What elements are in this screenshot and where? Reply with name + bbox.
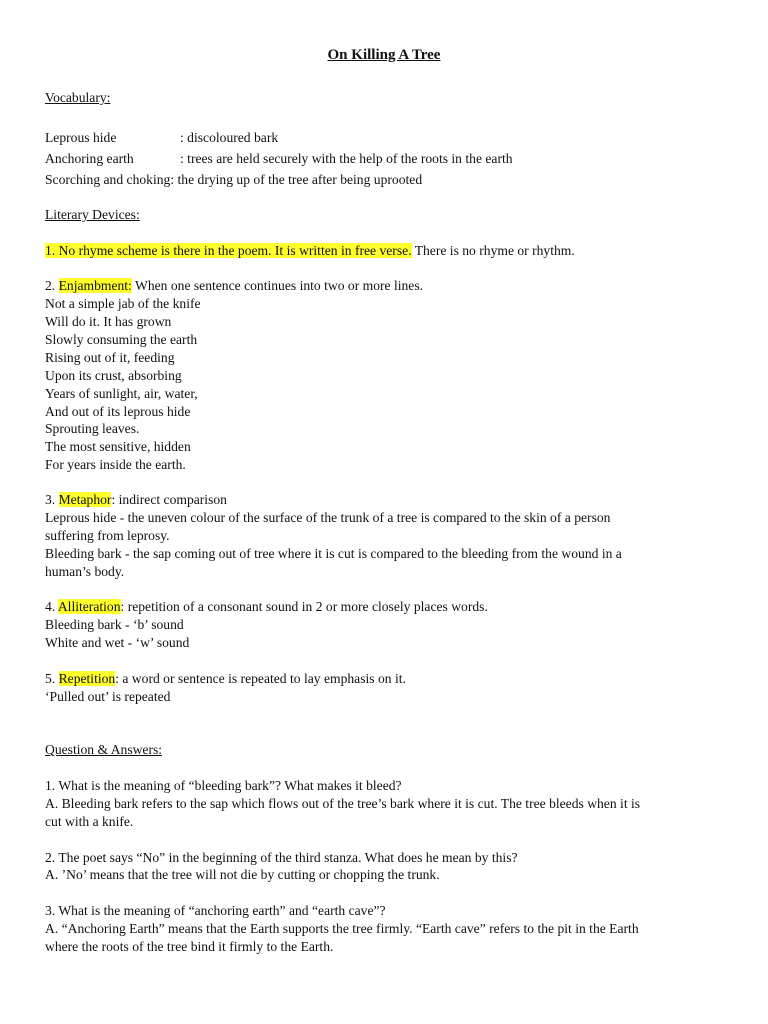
vocab-item [45, 150, 645, 168]
poem-line: Years of sunlight, air, water, [45, 386, 198, 401]
question-3: 3. What is the meaning of “anchoring earth” and “earth cave”? [45, 903, 386, 918]
poem-line: Not a simple jab of the knife [45, 296, 201, 311]
literary-devices-heading: Literary Devices: [45, 207, 140, 222]
alliteration-line: White and wet - ‘w’ sound [45, 635, 190, 650]
poem-line: Will do it. It has grown [45, 314, 172, 329]
alliteration-line: Bleeding bark - ‘b’ sound [45, 617, 184, 632]
question-1: 1. What is the meaning of “bleeding bark”? What makes it bleed? [45, 778, 402, 793]
device-5-text: : a word or sentence is repeated to lay emphasis on it. [115, 671, 406, 686]
device-2-text: When one sentence continues into two or more lines. [131, 278, 424, 293]
vocab-definition: : trees are held securely with the help of the roots in the earth [180, 151, 513, 166]
device-4-text: : repetition of a consonant sound in 2 or more closely places words. [120, 599, 488, 614]
device-5-label: Repetition [58, 671, 116, 686]
poem-line: For years inside the earth. [45, 457, 186, 472]
device-1-text: There is no rhyme or rhythm. [411, 243, 575, 258]
poem-line: The most sensitive, hidden [45, 439, 191, 454]
poem-line: Rising out of it, feeding [45, 350, 175, 365]
poem-line: Slowly consuming the earth [45, 332, 198, 347]
answer-3: A. “Anchoring Earth” means that the Earth supports the tree firmly. “Earth cave” refers to the pit in the Earth [45, 921, 639, 936]
vocabulary-heading: Vocabulary: [45, 90, 111, 105]
page-title: On Killing A Tree [327, 47, 441, 63]
device-2: 2. Enjambment: When one sentence continues into two or more lines. [45, 278, 424, 293]
answer-1-cont: cut with a knife. [45, 814, 134, 829]
vocab-term: Anchoring earth [45, 151, 134, 166]
metaphor-line: human’s body. [45, 564, 125, 579]
repetition-line: ‘Pulled out’ is repeated [45, 689, 171, 704]
poem-line: Sprouting leaves. [45, 421, 140, 436]
metaphor-line: Leprous hide - the uneven colour of the surface of the trunk of a tree is compared to the skin of a person [45, 510, 611, 525]
question-2: 2. The poet says “No” in the beginning of the third stanza. What does he mean by this? [45, 850, 518, 865]
answer-1: A. Bleeding bark refers to the sap which flows out of the tree’s bark where it is cut. The tree bleeds when it is [45, 796, 641, 811]
device-1-highlight: 1. No rhyme scheme is there in the poem. It is written in free verse. [45, 243, 412, 258]
device-4: 4. Alliteration: repetition of a consonant sound in 2 or more closely places words. [45, 599, 488, 614]
device-1 [45, 242, 575, 260]
device-3-text: : indirect comparison [111, 492, 227, 507]
vocab-item: Scorching and choking: the drying up of the tree after being uprooted [45, 172, 423, 187]
metaphor-line: Bleeding bark - the sap coming out of tree where it is cut is compared to the bleeding from the wound in a [45, 546, 622, 561]
device-2-label: Enjambment: [58, 278, 132, 293]
answer-3-cont: where the roots of the tree bind it firmly to the Earth. [45, 939, 334, 954]
device-3: 3. Metaphor: indirect comparison [45, 492, 227, 507]
poem-line: Upon its crust, absorbing [45, 368, 182, 383]
answer-2: A. ’No’ means that the tree will not die by cutting or chopping the trunk. [45, 867, 440, 882]
vocab-item [45, 129, 645, 147]
poem-line: And out of its leprous hide [45, 404, 191, 419]
device-5: 5. Repetition: a word or sentence is repeated to lay emphasis on it. [45, 671, 406, 686]
device-3-label: Metaphor [58, 492, 112, 507]
qa-heading: Question & Answers: [45, 742, 163, 757]
vocab-term: Leprous hide [45, 130, 117, 145]
metaphor-line: suffering from leprosy. [45, 528, 170, 543]
vocab-definition: : discoloured bark [180, 130, 279, 145]
device-4-label: Alliteration [57, 599, 121, 614]
